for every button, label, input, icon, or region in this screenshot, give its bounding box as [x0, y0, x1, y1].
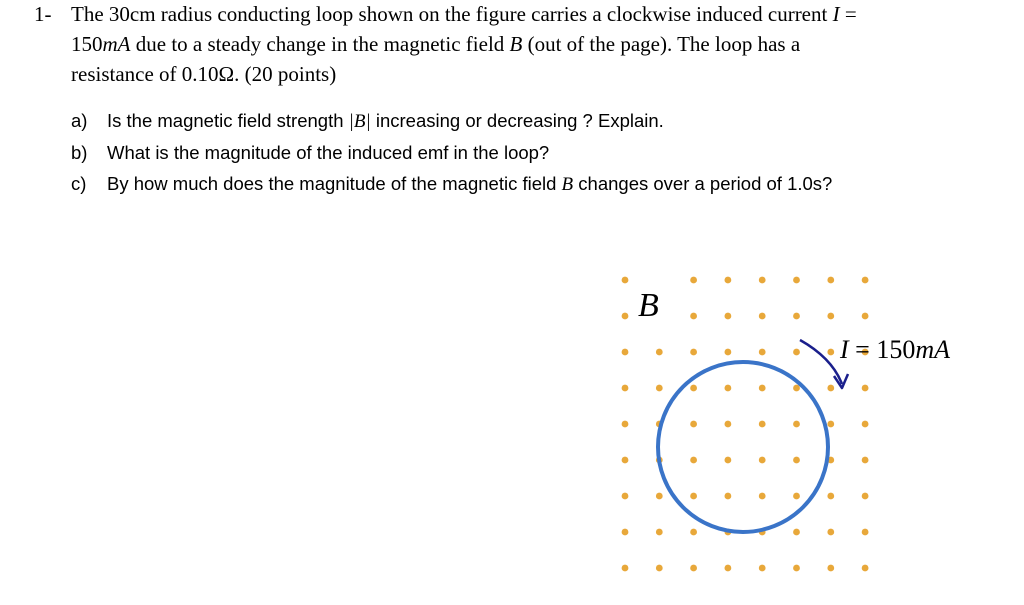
field-dot — [725, 385, 732, 392]
field-dot — [862, 457, 869, 464]
field-dot — [725, 493, 732, 500]
field-dot — [759, 313, 766, 320]
field-dot — [759, 457, 766, 464]
field-dot — [862, 529, 869, 536]
question-line-2: 150mA due to a steady change in the magnetic field B (out of the page). The loop has a — [71, 32, 801, 56]
field-dot — [622, 349, 629, 356]
field-dot — [622, 493, 629, 500]
field-dot — [862, 385, 869, 392]
field-dot — [759, 349, 766, 356]
field-dot — [656, 529, 663, 536]
field-dot — [690, 277, 697, 284]
field-dot — [690, 529, 697, 536]
field-dot — [793, 421, 800, 428]
field-dot — [827, 565, 834, 572]
subquestion-text: What is the magnitude of the induced emf in the loop? — [107, 142, 550, 163]
field-dot — [793, 277, 800, 284]
subquestion-text: By how much does the magnitude of the magnetic field B changes over a period of 1.0s? — [107, 173, 833, 195]
field-dot — [793, 313, 800, 320]
question-number: 1- — [34, 2, 52, 26]
field-dot — [725, 313, 732, 320]
field-dot — [793, 565, 800, 572]
conducting-loop — [658, 362, 828, 532]
field-dot — [793, 457, 800, 464]
magnetic-field-figure — [600, 258, 1000, 588]
field-dot — [827, 277, 834, 284]
field-dot — [690, 457, 697, 464]
field-dot — [827, 529, 834, 536]
field-dot — [656, 493, 663, 500]
question-line-1: The 30cm radius conducting loop shown on the figure carries a clockwise induced current I = — [71, 2, 857, 26]
field-dot — [622, 421, 629, 428]
field-dot — [725, 565, 732, 572]
field-dot — [862, 313, 869, 320]
field-dot — [759, 421, 766, 428]
field-dot — [622, 565, 629, 572]
field-dot — [862, 493, 869, 500]
subquestion-label: a) — [71, 110, 88, 131]
field-dot — [622, 385, 629, 392]
subquestion-label: c) — [71, 173, 87, 194]
field-dot — [690, 493, 697, 500]
field-dot — [656, 385, 663, 392]
field-dot — [690, 349, 697, 356]
figure-svg — [600, 258, 1000, 588]
field-dot — [622, 313, 629, 320]
field-dot — [827, 313, 834, 320]
field-dot — [793, 529, 800, 536]
field-dot — [862, 277, 869, 284]
field-dot — [759, 565, 766, 572]
field-dot — [656, 565, 663, 572]
field-dot — [725, 421, 732, 428]
field-dot — [656, 349, 663, 356]
field-dot — [690, 313, 697, 320]
field-dot — [725, 277, 732, 284]
field-dot — [725, 457, 732, 464]
current-label: I = 150mA — [840, 335, 951, 364]
field-label: B — [638, 287, 659, 324]
field-dot — [690, 421, 697, 428]
field-dot — [793, 349, 800, 356]
field-dot — [827, 349, 834, 356]
field-dot — [690, 565, 697, 572]
field-dot — [862, 421, 869, 428]
subquestion-text: Is the magnetic field strength |B| increasing or decreasing ? Explain. — [107, 110, 664, 132]
field-dot — [622, 277, 629, 284]
subquestion-label: b) — [71, 142, 88, 163]
question-line-3: resistance of 0.10Ω. (20 points) — [71, 62, 337, 86]
field-dot — [622, 529, 629, 536]
field-dot — [793, 493, 800, 500]
field-dot — [690, 385, 697, 392]
field-dot — [827, 421, 834, 428]
field-dot — [827, 493, 834, 500]
field-dot — [862, 565, 869, 572]
field-dot — [827, 385, 834, 392]
field-dot — [725, 349, 732, 356]
field-dot — [622, 457, 629, 464]
field-dot — [759, 385, 766, 392]
field-dot — [759, 493, 766, 500]
field-dot — [759, 277, 766, 284]
